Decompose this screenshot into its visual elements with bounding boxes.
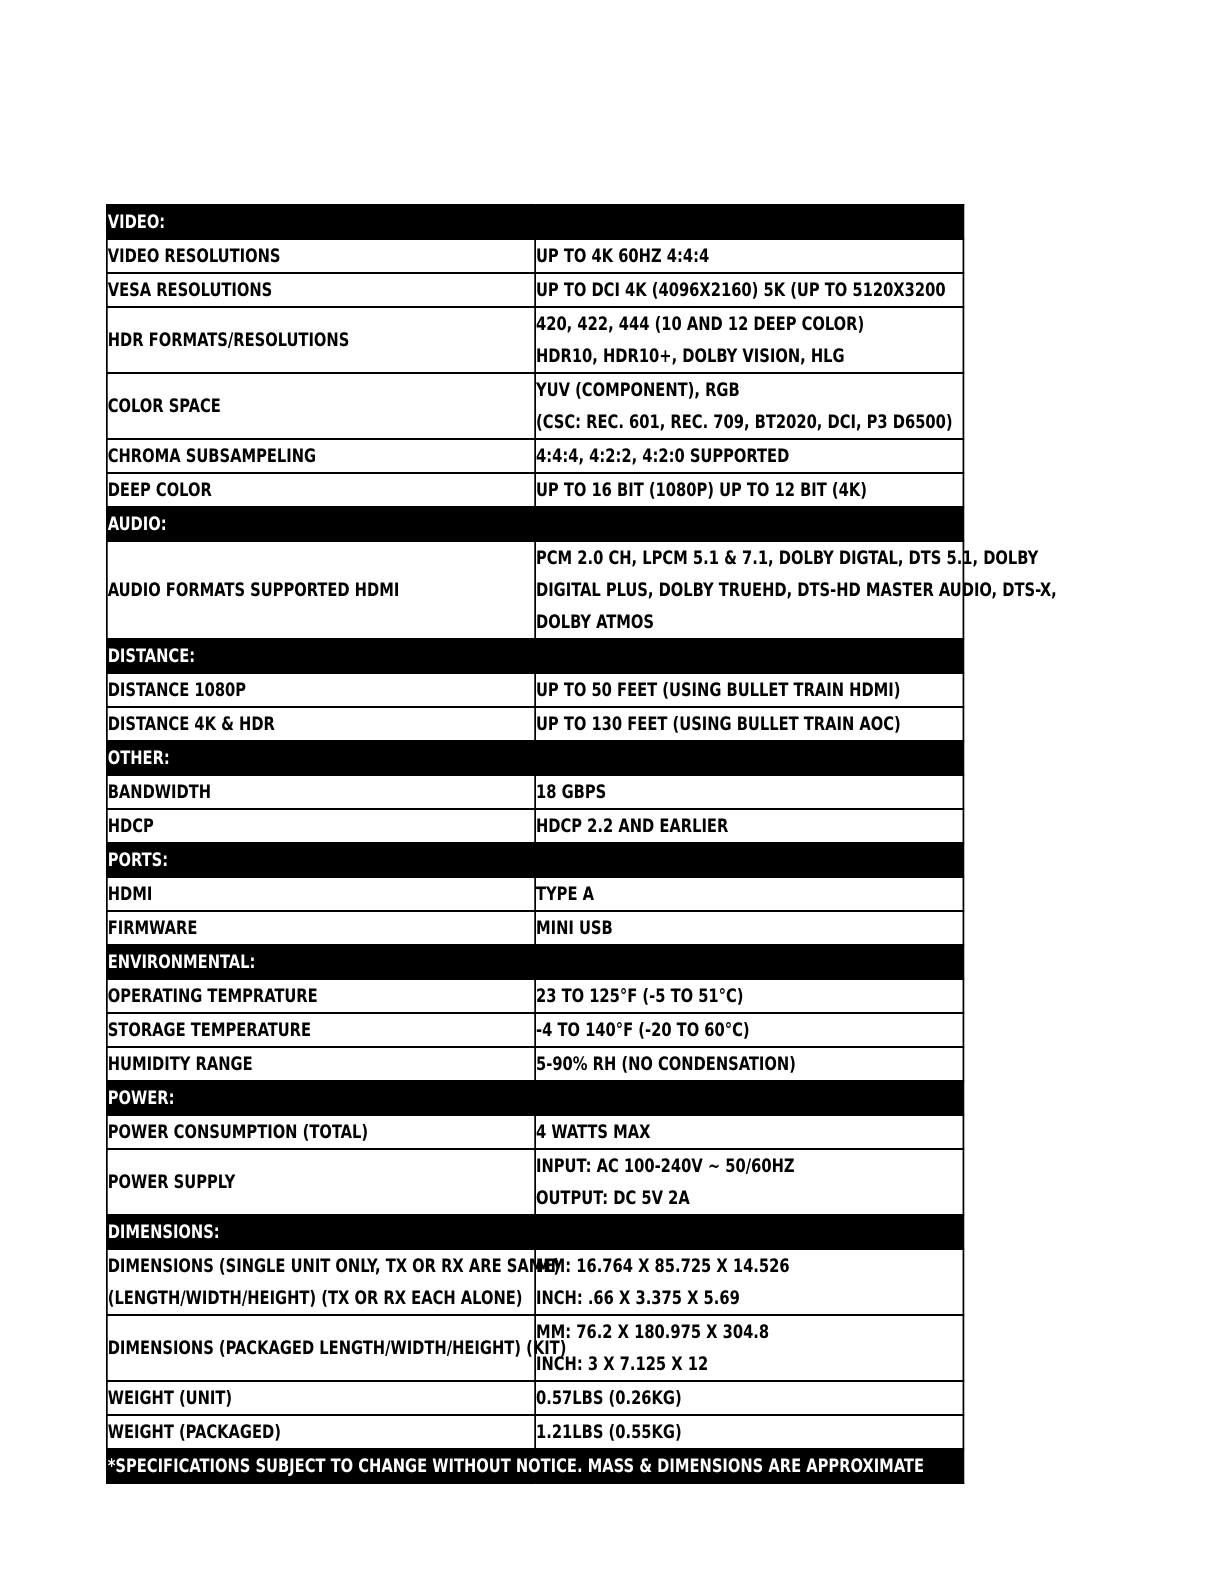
spec-value-cell	[535, 1149, 963, 1215]
spec-value-cell	[535, 307, 963, 373]
spec-row	[107, 707, 964, 741]
spec-row	[107, 541, 964, 639]
spec-value-cell	[535, 1115, 963, 1149]
spec-value-cell	[535, 273, 963, 307]
spec-label-cell	[107, 1013, 535, 1047]
section-title: AUDIO:	[107, 507, 964, 541]
spec-value-line: (CSC: REC. 601, REC. 709, BT2020, DCI, P3 D6500)	[536, 411, 953, 433]
spec-label-line: FIRMWARE	[107, 917, 198, 939]
spec-value-line: YUV (COMPONENT), RGB	[536, 379, 740, 401]
spec-value-line: UP TO DCI 4K (4096X2160) 5K (UP TO 5120X3200	[536, 279, 946, 301]
spec-label-cell	[107, 239, 535, 273]
spec-value-line: HDCP 2.2 AND EARLIER	[536, 815, 729, 837]
spec-label-cell	[107, 1249, 561, 1315]
spec-value-line: MINI USB	[536, 917, 613, 939]
spec-value-line: DIGITAL PLUS, DOLBY TRUEHD, DTS-HD MASTER AUDIO, DTS-X,	[536, 579, 1057, 601]
spec-value-cell	[535, 1047, 963, 1081]
spec-value-line: UP TO 16 BIT (1080P) UP TO 12 BIT (4K)	[536, 479, 867, 501]
spec-value-line: 0.57LBS (0.26KG)	[536, 1387, 682, 1409]
footer-row	[107, 1449, 964, 1483]
spec-value-line: 4 WATTS MAX	[536, 1121, 651, 1143]
spec-table	[106, 204, 1057, 1484]
spec-label-cell	[107, 273, 535, 307]
spec-value-line: 18 GBPS	[536, 781, 607, 803]
spec-label-line: VESA RESOLUTIONS	[107, 279, 273, 301]
spec-value-line: 1.21LBS (0.55KG)	[536, 1421, 682, 1443]
spec-label-cell	[107, 1381, 535, 1415]
section-title: ENVIRONMENTAL:	[107, 945, 964, 979]
spec-label-line: HDCP	[107, 815, 154, 837]
spec-value-cell	[535, 439, 963, 473]
section-title: VIDEO:	[107, 205, 964, 239]
spec-value-line: INCH: .66 X 3.375 X 5.69	[536, 1287, 740, 1309]
spec-row	[107, 439, 964, 473]
spec-value-line: UP TO 50 FEET (USING BULLET TRAIN HDMI)	[536, 679, 901, 701]
section-title: DISTANCE:	[107, 639, 964, 673]
spec-label-cell	[107, 809, 535, 843]
spec-label-line: COLOR SPACE	[107, 395, 221, 417]
section-title: DIMENSIONS:	[107, 1215, 964, 1249]
spec-row	[107, 1315, 964, 1381]
spec-label-line: OPERATING TEMPRATURE	[107, 985, 318, 1007]
spec-value-cell	[535, 1415, 963, 1449]
spec-row	[107, 809, 964, 843]
section-header-row	[107, 741, 964, 775]
spec-value-line: 5-90% RH (NO CONDENSATION)	[536, 1053, 796, 1075]
spec-value-cell	[535, 1249, 963, 1315]
spec-label-line: POWER SUPPLY	[107, 1171, 236, 1193]
spec-label-cell	[107, 673, 535, 707]
spec-value-cell	[535, 541, 1057, 639]
spec-label-cell	[107, 439, 535, 473]
spec-value-cell	[535, 1315, 963, 1381]
section-header-row	[107, 1081, 964, 1115]
spec-row	[107, 1415, 964, 1449]
spec-label-line: WEIGHT (UNIT)	[107, 1387, 233, 1409]
spec-table-body	[107, 205, 1057, 1483]
spec-row	[107, 473, 964, 507]
spec-label-line: DIMENSIONS (SINGLE UNIT ONLY, TX OR RX ARE SAME)	[107, 1255, 561, 1277]
spec-row	[107, 373, 964, 439]
spec-row	[107, 673, 964, 707]
spec-value-cell	[535, 775, 963, 809]
spec-value-cell	[535, 809, 963, 843]
section-header-row	[107, 507, 964, 541]
spec-row	[107, 1381, 964, 1415]
spec-row	[107, 877, 964, 911]
spec-label-cell	[107, 979, 535, 1013]
spec-row	[107, 273, 964, 307]
spec-label-cell	[107, 473, 535, 507]
spec-row	[107, 979, 964, 1013]
spec-value-line: TYPE A	[536, 883, 594, 905]
spec-label-cell	[107, 911, 535, 945]
spec-row	[107, 1249, 964, 1315]
spec-label-line: VIDEO RESOLUTIONS	[107, 245, 281, 267]
spec-row	[107, 911, 964, 945]
spec-row	[107, 1115, 964, 1149]
section-header-row	[107, 639, 964, 673]
spec-label-line: WEIGHT (PACKAGED)	[107, 1421, 281, 1443]
spec-value-cell	[535, 673, 963, 707]
spec-value-cell	[535, 373, 963, 439]
spec-value-cell	[535, 1013, 963, 1047]
spec-value-line: 23 TO 125°F (-5 TO 51°C)	[536, 985, 744, 1007]
spec-label-line: BANDWIDTH	[107, 781, 212, 803]
spec-value-line: MM: 16.764 X 85.725 X 14.526	[536, 1255, 790, 1277]
spec-label-line: CHROMA SUBSAMPELING	[107, 445, 317, 467]
spec-row	[107, 1013, 964, 1047]
spec-value-line: INCH: 3 X 7.125 X 12	[536, 1353, 709, 1375]
spec-label-line: AUDIO FORMATS SUPPORTED HDMI	[107, 579, 400, 601]
footer-note: *SPECIFICATIONS SUBJECT TO CHANGE WITHOUT NOTICE. MASS & DIMENSIONS ARE APPROXIMATE	[107, 1449, 964, 1483]
section-header-row	[107, 205, 964, 239]
section-header-row	[107, 945, 964, 979]
spec-label-cell	[107, 707, 535, 741]
spec-value-cell	[535, 707, 963, 741]
spec-label-cell	[107, 373, 535, 439]
spec-value-line: INPUT: AC 100-240V ~ 50/60HZ	[536, 1155, 795, 1177]
spec-row	[107, 307, 964, 373]
spec-label-line: DISTANCE 4K & HDR	[107, 713, 275, 735]
spec-label-cell	[107, 775, 535, 809]
spec-value-cell	[535, 473, 963, 507]
section-title: POWER:	[107, 1081, 964, 1115]
spec-value-line: HDR10, HDR10+, DOLBY VISION, HLG	[536, 345, 845, 367]
spec-label-line: STORAGE TEMPERATURE	[107, 1019, 312, 1041]
section-title: PORTS:	[107, 843, 964, 877]
spec-label-line: HUMIDITY RANGE	[107, 1053, 253, 1075]
spec-value-cell	[535, 911, 963, 945]
spec-value-line: OUTPUT: DC 5V 2A	[536, 1187, 690, 1209]
spec-label-cell	[107, 1415, 535, 1449]
spec-value-line: 420, 422, 444 (10 AND 12 DEEP COLOR)	[536, 313, 865, 335]
spec-label-line: POWER CONSUMPTION (TOTAL)	[107, 1121, 369, 1143]
spec-value-line: PCM 2.0 CH, LPCM 5.1 & 7.1, DOLBY DIGTAL, DTS 5.1, DOLBY	[536, 547, 1039, 569]
spec-label-line: DIMENSIONS (PACKAGED LENGTH/WIDTH/HEIGHT) (KIT)	[107, 1337, 567, 1359]
spec-value-line: UP TO 130 FEET (USING BULLET TRAIN AOC)	[536, 713, 901, 735]
spec-row	[107, 775, 964, 809]
spec-value-cell	[535, 239, 963, 273]
spec-row	[107, 1047, 964, 1081]
spec-value-cell	[535, 1381, 963, 1415]
spec-value-cell	[535, 877, 963, 911]
spec-label-cell	[107, 541, 535, 639]
spec-value-cell	[535, 979, 963, 1013]
spec-label-cell	[107, 307, 535, 373]
section-header-row	[107, 843, 964, 877]
spec-value-line: MM: 76.2 X 180.975 X 304.8	[536, 1321, 770, 1343]
section-header-row	[107, 1215, 964, 1249]
section-title: OTHER:	[107, 741, 964, 775]
spec-value-line: 4:4:4, 4:2:2, 4:2:0 SUPPORTED	[536, 445, 790, 467]
spec-label-cell	[107, 1047, 535, 1081]
spec-value-line: UP TO 4K 60HZ 4:4:4	[536, 245, 710, 267]
spec-label-line: HDMI	[107, 883, 153, 905]
spec-label-cell	[107, 877, 535, 911]
spec-row	[107, 1149, 964, 1215]
spec-label-cell	[107, 1315, 567, 1381]
spec-label-cell	[107, 1115, 535, 1149]
spec-value-line: -4 TO 140°F (-20 TO 60°C)	[536, 1019, 750, 1041]
spec-label-line: DEEP COLOR	[107, 479, 212, 501]
spec-label-line: HDR FORMATS/RESOLUTIONS	[107, 329, 350, 351]
spec-label-line: DISTANCE 1080P	[107, 679, 247, 701]
spec-label-line: (LENGTH/WIDTH/HEIGHT) (TX OR RX EACH ALONE)	[107, 1287, 523, 1309]
spec-value-line: DOLBY ATMOS	[536, 611, 654, 633]
spec-label-cell	[107, 1149, 535, 1215]
spec-row	[107, 239, 964, 273]
